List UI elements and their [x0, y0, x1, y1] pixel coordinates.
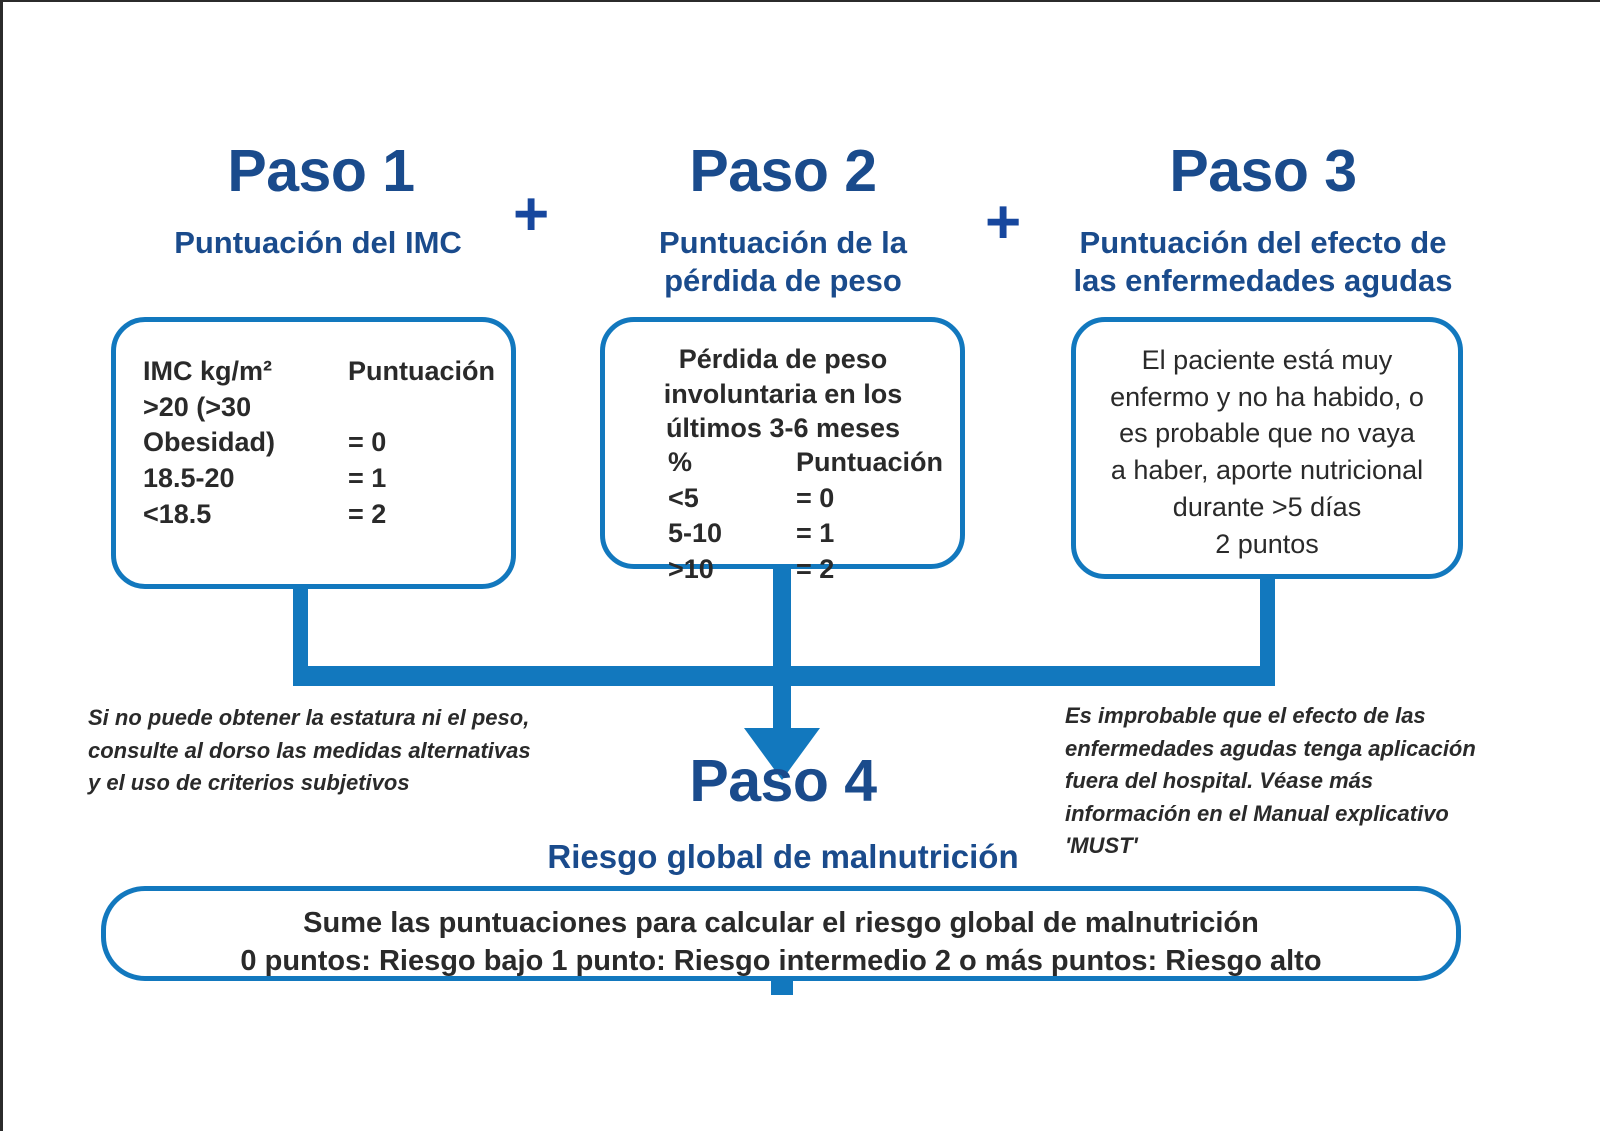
imc-score: = 2 [348, 498, 387, 529]
step-2-subtitle-line1: Puntuación de la [658, 225, 908, 260]
note-right [1065, 700, 1485, 863]
step-3-subtitle-line1: Puntuación del efecto de [1079, 225, 1447, 260]
result-line-1: Sume las puntuaciones para calcular el riesgo global de malnutrición [303, 907, 1259, 939]
percent-range: 5-10 [668, 518, 723, 549]
step-2-subtitle-line2: pérdida de peso [664, 263, 902, 298]
table-row [668, 516, 916, 552]
table-row [143, 461, 468, 497]
percent-score: = 0 [796, 482, 835, 513]
step-1-table [143, 354, 495, 532]
table-row [143, 425, 468, 461]
step-2-table [668, 445, 943, 588]
step-2-title: Paso 2 [689, 138, 877, 204]
plus-operator-2-icon: + [985, 188, 1022, 257]
connector-arrow-stem [773, 686, 791, 730]
percent-score: = 1 [796, 518, 835, 549]
heading-line-2: involuntaria en los [663, 378, 903, 409]
result-line-2: 0 puntos: Riesgo bajo 1 punto: Riesgo intermedio 2 o más puntos: Riesgo alto [240, 945, 1322, 977]
connector-vertical-left [293, 587, 308, 675]
step-4-title: Paso 4 [689, 748, 877, 814]
table-row [143, 497, 468, 533]
score-header: Puntuación [348, 356, 495, 386]
step-1-subtitle: Puntuación del IMC [174, 225, 462, 260]
text-line-5: durante >5 días [1172, 491, 1362, 522]
imc-range: Obesidad) [143, 427, 276, 458]
text-line-2: enfermo y no ha habido, o [1110, 381, 1424, 412]
step-1-title: Paso 1 [227, 138, 415, 204]
step-3-subtitle-line2: las enfermedades agudas [1073, 263, 1453, 298]
text-line-1: El paciente está muy [1141, 345, 1393, 375]
imc-score: = 1 [348, 462, 387, 493]
note-left [88, 702, 543, 800]
connector-horizontal-bar [293, 666, 1275, 686]
table-row [668, 481, 916, 517]
imc-header: IMC kg/m² [143, 356, 273, 386]
heading-line-3: últimos 3-6 meses [665, 413, 901, 444]
connector-vertical-right [1260, 577, 1275, 675]
connector-bottom-stub [771, 981, 793, 995]
heading-line-1: Pérdida de peso [678, 344, 888, 374]
plus-operator-1-icon: + [513, 180, 550, 249]
percent-range: <5 [668, 482, 699, 513]
step-3-points: 2 puntos [1215, 528, 1319, 559]
step-2-box-heading [613, 342, 953, 446]
table-row [668, 552, 916, 588]
connector-vertical-middle [773, 569, 791, 675]
table-header-row [668, 445, 943, 481]
score-header: Puntuación [796, 447, 943, 477]
imc-range: <18.5 [143, 498, 212, 529]
table-row [143, 390, 468, 426]
percent-range: >10 [668, 553, 714, 584]
step-4-subtitle: Riesgo global de malnutrición [547, 838, 1019, 875]
text-line-3: es probable que no vaya [1119, 418, 1415, 449]
step-3-title: Paso 3 [1169, 138, 1357, 204]
note-left-text: Si no puede obtener la estatura ni el peso, consulte al dorso las medidas alternativas y el uso de criterios subjetivos [88, 705, 531, 796]
imc-range: >20 (>30 [143, 391, 252, 422]
imc-score: = 0 [348, 427, 387, 458]
imc-range: 18.5-20 [143, 462, 235, 493]
note-right-text: Es improbable que el efecto de las enfermedades agudas tenga aplicación fuera del hospital. Véase más información en el Manual explicativo 'MUST' [1065, 703, 1476, 859]
percent-header: % [668, 447, 693, 477]
imc-score [348, 390, 468, 426]
step-3-box-text [1081, 342, 1453, 562]
table-header-row [143, 354, 495, 390]
percent-score: = 2 [796, 553, 835, 584]
text-line-4: a haber, aporte nutricional [1110, 455, 1424, 486]
